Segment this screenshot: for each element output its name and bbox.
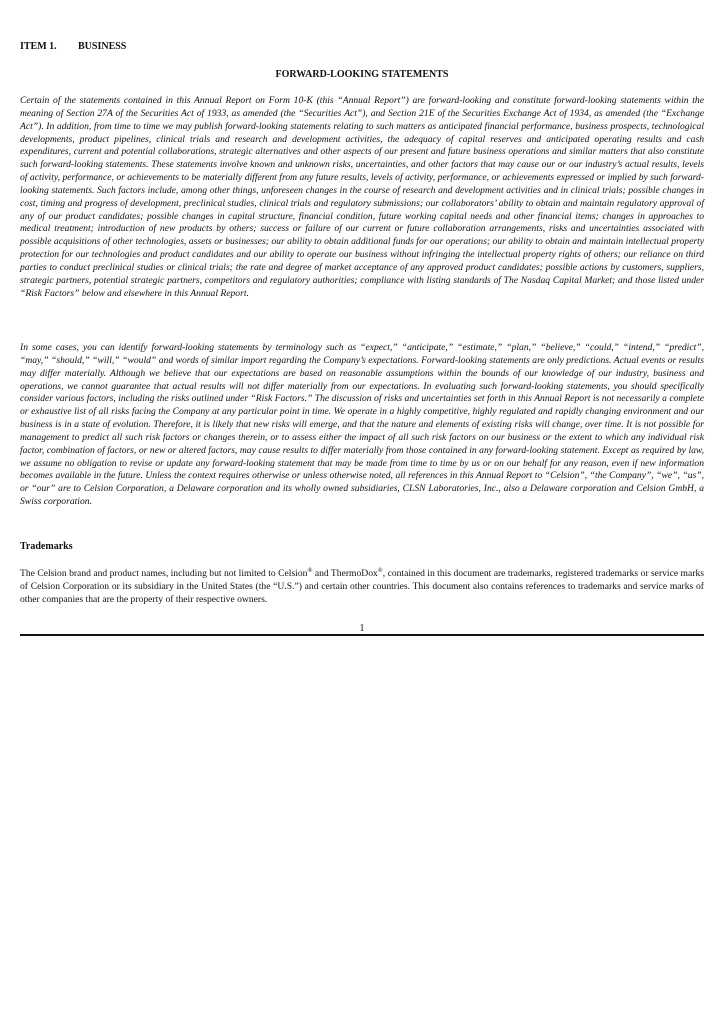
- trademarks-heading: Trademarks: [20, 541, 73, 552]
- item-number: ITEM 1.: [20, 41, 57, 52]
- trademarks-text-part-1: The Celsion brand and product names, including but not limited to Celsion: [20, 568, 308, 579]
- page-number: 1: [359, 623, 365, 634]
- item-heading: [20, 41, 126, 53]
- registered-mark-2: ®: [377, 566, 383, 574]
- forward-looking-paragraph-1: Certain of the statements contained in this Annual Report on Form 10-K (this “Annual Report”) are forward-looking and constitute forward-looking statements within the meaning of Section 27A of the Securities Act of 1933, as amended (the “Securities Act”), and Section 21E of the Securities Exchange Act of 1934, as amended (the “Exchange Act”). In addition, from time to time we may publish forward-looking statements relating to such matters as anticipated financial performance, business prospects, technological developments, product pipelines, clinical trials and research and development activities, the adequacy of capital reserves and anticipated operating results and cash expenditures, current and potential collaborations, strategic alternatives and other aspects of our present and future business operations and similar matters that also constitute such forward-looking statements. These statements involve known and unknown risks, uncertainties, and other factors that may cause our or our industry’s actual results, levels of activity, performance, or achievements to be materially different from any future results, levels of activity, performance, or achievements expressed or implied by such forward-looking statements. Such factors include, among other things, unforeseen changes in the course of research and development activities and in clinical trials; possible changes in cost, timing and progress of development, preclinical studies, clinical trials and regulatory submissions; our collaborators’ ability to obtain and maintain regulatory approval of any of our product candidates; possible changes in capital structure, financial condition, future working capital needs and other financial items; changes in approaches to medical treatment; introduction of new products by others; success or failure of our current or future collaboration arrangements, risks and uncertainties associated with possible acquisitions of other technologies, assets or businesses; our ability to obtain additional funds for our operations; our ability to obtain and maintain intellectual property protection for our technologies and product candidates and our ability to operate our business without infringing the intellectual property rights of others; our reliance on third parties to conduct preclinical studies or clinical trials; the rate and degree of market acceptance of any approved product candidates; possible actions by customers, suppliers, strategic partners, potential strategic partners, competitors and regulatory authorities; compliance with listing standards of The Nasdaq Capital Market; and those listed under “Risk Factors” below and elsewhere in this Annual Report.: [20, 95, 704, 299]
- trademarks-paragraph: [20, 568, 704, 607]
- trademarks-text-part-2: and ThermoDox: [312, 568, 378, 579]
- footer-divider: [20, 634, 704, 636]
- section-title-forward-looking: FORWARD-LOOKING STATEMENTS: [275, 69, 449, 80]
- forward-looking-paragraph-2: In some cases, you can identify forward-looking statements by terminology such as “expect,” “anticipate,” “estimate,” “plan,” “believe,” “could,” “intend,” “predict”, “may,” “should,” “will,” “would” and words of similar import regarding the Company’s expectations. Forward-looking statements are only predictions. Actual events or results may differ materially. Although we believe that our expectations are based on reasonable assumptions within the bounds of our knowledge of our industry, business and operations, we cannot guarantee that actual results will not differ materially from our expectations. In evaluating such forward-looking statements, you should specifically consider various factors, including the risks outlined under “Risk Factors.” The discussion of risks and uncertainties set forth in this Annual Report is not necessarily a complete or exhaustive list of all risks facing the Company at any particular point in time. We operate in a highly competitive, highly regulated and rapidly changing environment and our business is in a state of evolution. Therefore, it is likely that new risks will emerge, and that the nature and elements of existing risks will change, over time. It is not possible for management to predict all such risk factors or changes therein, or to assess either the impact of all such risk factors on our business or the extent to which any individual risk factor, combination of factors, or new or altered factors, may cause results to differ materially from those contained in any forward-looking statement. Except as required by law, we assume no obligation to revise or update any forward-looking statement that may be made from time to time by us or on our behalf for any reason, even if new information becomes available in the future. Unless the context requires otherwise or unless otherwise noted, all references in this Annual Report to “Celsion”, “the Company”, “we”, “us”, or “our” are to Celsion Corporation, a Delaware corporation and its wholly owned subsidiaries, CLSN Laboratories, Inc., also a Delaware corporation and Celsion GmbH, a Swiss corporation.: [20, 342, 704, 508]
- trademarks-text-part-3: , contained in this document are trademarks, registered trademarks or service marks of Celsion Corporation or its subsidiary in the United States (the “U.S.”) and certain other countries. This document also contains references to trademarks and service marks of other companies that are the property of their respective owners.: [20, 568, 704, 605]
- item-title: BUSINESS: [78, 41, 127, 52]
- registered-mark-1: ®: [307, 566, 313, 574]
